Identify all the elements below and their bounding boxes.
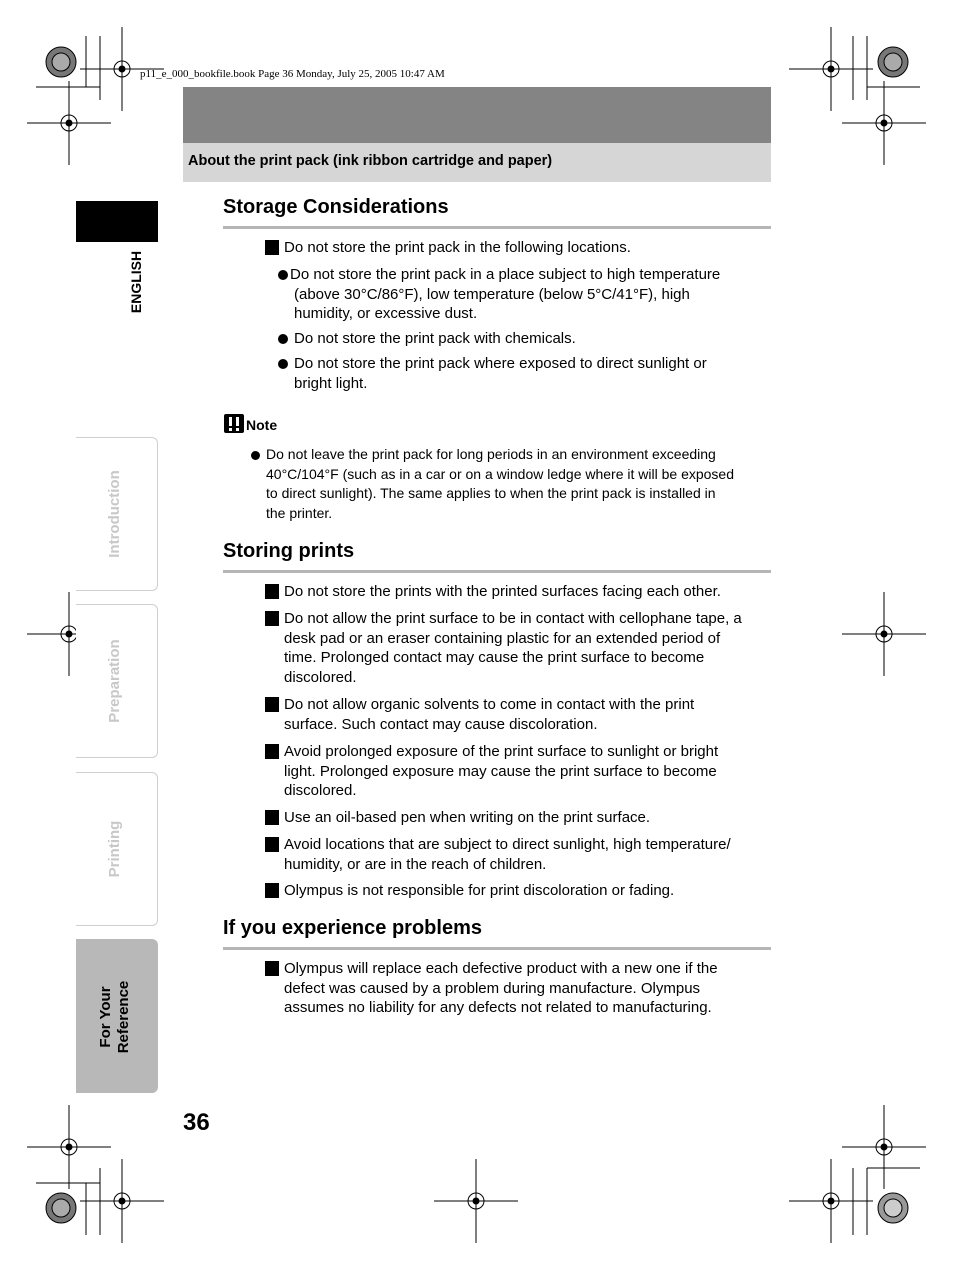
chapter-banner: [183, 87, 771, 143]
bullet-dot-icon: [251, 451, 260, 460]
prints-item-line: surface. Such contact may cause discoloration.: [284, 715, 598, 733]
tab-preparation[interactable]: [76, 604, 158, 758]
prints-item-line: time. Prolonged contact may cause the print surface to become: [284, 649, 705, 667]
note-icon: [224, 414, 244, 433]
file-header-line: p11_e_000_bookfile.book Page 36 Monday, July 25, 2005 10:47 AM: [140, 68, 445, 80]
problems-item-line: Olympus will replace each defective product with a new one if the: [284, 960, 718, 977]
prints-item-line: Use an oil-based pen when writing on the print surface.: [284, 809, 651, 826]
prints-item-line: Do not allow the print surface to be in contact with cellophane tape, a: [284, 610, 742, 627]
tab-introduction-label: Introduction: [106, 470, 123, 558]
note-label: Note: [246, 417, 278, 433]
storage-heading: Storage Considerations: [223, 196, 449, 218]
tab-label-line: [97, 957, 133, 1077]
storage-bullet-line: Do not store the print pack where exposed to direct sunlight or: [294, 355, 707, 372]
square-bullet-icon: [265, 611, 279, 626]
prints-item-line: Do not allow organic solvents to come in contact with the print: [284, 696, 695, 713]
storage-bullet-line: Do not store the print pack with chemicals.: [294, 330, 576, 347]
prints-item-line: discolored.: [284, 782, 357, 800]
bullet-dot-icon: [278, 359, 288, 369]
prints-item-line: light. Prolonged exposure may cause the print surface to become: [284, 762, 717, 780]
note-line: Do not leave the print pack for long periods in an environment exceeding: [266, 446, 716, 462]
square-bullet-icon: [265, 837, 279, 852]
tab-printing-label: Printing: [106, 820, 123, 878]
prints-heading: Storing prints: [223, 540, 355, 562]
square-bullet-icon: [265, 961, 279, 976]
prints-item-line: Do not store the prints with the printed surfaces facing each other.: [284, 583, 721, 600]
storage-bullet-line: humidity, or excessive dust.: [294, 305, 478, 323]
square-bullet-icon: [265, 744, 279, 759]
note-line: 40°C/104°F (such as in a car or on a window ledge where it will be exposed: [266, 465, 735, 482]
bullet-dot-icon: [278, 334, 288, 344]
note-line: to direct sunlight). The same applies to when the print pack is installed in: [266, 485, 716, 502]
tab-for-your-reference[interactable]: [76, 939, 158, 1093]
prints-item-line: humidity, or are in the reach of children.: [284, 855, 547, 873]
prints-rule: [223, 570, 771, 573]
prints-item-line: discolored.: [284, 668, 357, 686]
square-bullet-icon: [265, 697, 279, 712]
page-number: 36: [183, 1109, 210, 1136]
problems-rule: [223, 947, 771, 950]
section-banner-title: About the print pack (ink ribbon cartridge and paper): [188, 153, 553, 169]
storage-bullet-line: (above 30°C/86°F), low temperature (below 5°C/41°F), high: [294, 285, 690, 303]
note-line: the printer.: [266, 504, 333, 521]
storage-bullet-line: Do not store the print pack in a place subject to high temperature: [290, 266, 721, 283]
bullet-dot-icon: [278, 270, 288, 280]
storage-intro: Do not store the print pack in the following locations.: [284, 239, 631, 256]
prints-item-line: Avoid prolonged exposure of the print surface to sunlight or bright: [284, 743, 719, 760]
tab-preparation-label: Preparation: [106, 639, 123, 723]
prints-item-line: Olympus is not responsible for print discoloration or fading.: [284, 882, 675, 899]
square-bullet-icon: [265, 240, 279, 255]
language-label: ENGLISH: [128, 250, 144, 314]
section-banner: [183, 143, 771, 182]
language-marker: [76, 201, 158, 242]
tab-introduction[interactable]: [76, 437, 158, 591]
tab-printing[interactable]: [76, 772, 158, 926]
problems-heading: If you experience problems: [223, 917, 482, 939]
tab-label-line: Reference: [115, 980, 132, 1054]
storage-bullet-line: bright light.: [294, 374, 368, 392]
prints-item-line: desk pad or an eraser containing plastic for an extended period of: [284, 629, 721, 647]
storage-rule: [223, 226, 771, 229]
square-bullet-icon: [265, 810, 279, 825]
tab-label-line: For Your: [97, 986, 114, 1048]
tab-for-your-reference-label: [97, 957, 135, 1077]
prints-item-line: Avoid locations that are subject to direct sunlight, high temperature/: [284, 836, 731, 853]
problems-item-line: defect was caused by a problem during manufacture. Olympus: [284, 979, 701, 997]
square-bullet-icon: [265, 584, 279, 599]
square-bullet-icon: [265, 883, 279, 898]
problems-item-line: assumes no liability for any defects not related to manufacturing.: [284, 999, 712, 1017]
